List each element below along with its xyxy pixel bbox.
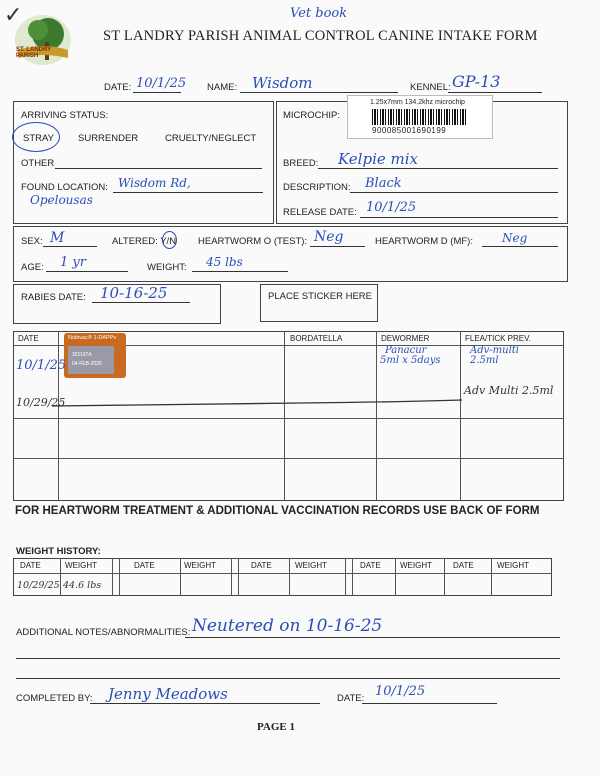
found-location-value-2[interactable]: Opelousas [30,193,93,207]
col-dewormer-header: DEWORMER [381,334,430,343]
vaccine-sticker-brand: Nobivac® 1-DAPPv [68,335,117,341]
wh-weight-5: WEIGHT [497,561,529,570]
stray-option[interactable]: STRAY [23,133,54,144]
name-value[interactable]: Wisdom [252,74,313,92]
vaccine-sticker-lot: 321197A [72,352,92,358]
wh-weight-4: WEIGHT [400,561,432,570]
wh-weight-2: WEIGHT [184,561,216,570]
check-mark: ✓ [4,2,23,27]
completed-by-signature[interactable]: Jenny Meadows [108,685,228,703]
page-title: ST LANDRY PARISH ANIMAL CONTROL CANINE INTAKE FORM [103,28,538,44]
completed-by-label: COMPLETED BY: [16,693,93,704]
heartworm-test-value[interactable]: Neg [314,229,344,245]
col-flea-header: FLEA/TICK PREV. [465,334,531,343]
found-location-label: FOUND LOCATION: [21,182,108,193]
cruelty-option[interactable]: CRUELTY/NEGLECT [165,133,257,144]
weight-value[interactable]: 45 lbs [206,255,243,269]
sticker-number: 900085001690199 [372,126,447,135]
surrender-option[interactable]: SURRENDER [78,133,139,144]
col-bordatella-header: BORDATELLA [290,334,343,343]
altered-label[interactable]: ALTERED: Y/N [112,236,177,247]
kennel-value[interactable]: GP-13 [452,72,501,91]
wh-date-1: DATE [20,561,41,570]
date-label: DATE: [104,82,132,93]
completed-date-value[interactable]: 10/1/25 [375,684,426,699]
description-label: DESCRIPTION: [283,182,351,193]
wh-first-date[interactable]: 10/29/25 [17,580,60,591]
row1-dewormer-1[interactable]: Panacur [385,345,427,356]
sex-label: SEX: [21,236,43,247]
name-label: NAME: [207,82,238,93]
found-location-value-1[interactable]: Wisdom Rd, [118,176,191,190]
wh-date-4: DATE [360,561,381,570]
row1-dewormer-2[interactable]: 5ml x 5days [380,355,441,366]
col-date-header: DATE [18,334,39,343]
age-value[interactable]: 1 yr [60,255,86,270]
completed-date-label: DATE: [337,693,365,704]
row1-flea-1[interactable]: Adv-multi [470,345,519,356]
weight-history-label: WEIGHT HISTORY: [16,546,101,557]
rabies-date-value[interactable]: 10-16-25 [100,284,168,302]
wh-weight-1: WEIGHT [65,561,97,570]
top-note: Vet book [290,6,348,21]
wh-date-2: DATE [134,561,155,570]
notes-line-2 [16,658,560,659]
notes-label: ADDITIONAL NOTES/ABNORMALITIES: [16,627,191,638]
wh-date-5: DATE [453,561,474,570]
kennel-label: KENNEL: [410,82,451,93]
wh-weight-3: WEIGHT [295,561,327,570]
sex-value[interactable]: M [50,230,65,246]
description-value[interactable]: Black [365,176,402,191]
heartworm-mf-label: HEARTWORM D (MF): [375,236,473,247]
heartworm-notice: FOR HEARTWORM TREATMENT & ADDITIONAL VACCINATION RECORDS USE BACK OF FORM [15,505,540,517]
place-sticker-label: PLACE STICKER HERE [268,291,372,302]
breed-label: BREED: [283,158,319,169]
row1-flea-2[interactable]: 2.5ml [470,355,499,366]
vaccine-sticker-exp: 04-FEB-2026 [72,361,102,367]
date-value[interactable]: 10/1/25 [136,76,187,91]
row1-date[interactable]: 10/1/25 [16,358,67,373]
logo-text: ST. LANDRY PARISH [16,47,52,59]
age-label: AGE: [21,262,44,273]
other-label: OTHER [21,158,55,169]
breed-value[interactable]: Kelpie mix [338,150,419,168]
page-number: PAGE 1 [257,721,295,733]
rabies-date-label: RABIES DATE: [21,292,86,303]
weight-label: WEIGHT: [147,262,187,273]
heartworm-test-label: HEARTWORM O (TEST): [198,236,308,247]
heartworm-mf-value[interactable]: Neg [502,231,528,245]
row2-date[interactable]: 10/29/25 [16,396,66,409]
arriving-status-label: ARRIVING STATUS: [21,110,109,121]
microchip-label: MICROCHIP: [283,110,340,121]
wh-first-weight[interactable]: 44.6 lbs [63,580,102,591]
notes-value[interactable]: Neutered on 10-16-25 [192,616,383,636]
release-date-value[interactable]: 10/1/25 [366,200,417,215]
wh-date-3: DATE [251,561,272,570]
notes-line-3 [16,678,560,679]
row2-flea[interactable]: Adv Multi 2.5ml [464,384,554,397]
release-date-label: RELEASE DATE: [283,207,357,218]
sticker-top-text: 1.25x7mm 134.2khz microchip [370,99,465,106]
